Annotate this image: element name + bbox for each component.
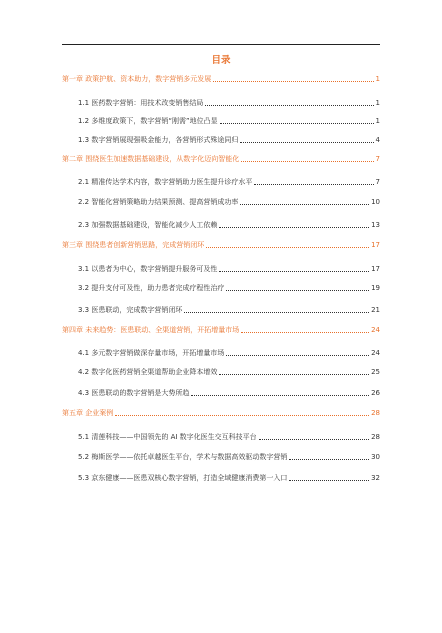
toc-section-entry[interactable]	[62, 173, 380, 187]
toc-page-number: 19	[371, 284, 380, 292]
toc-page-number: 1	[375, 117, 380, 125]
toc-entry-title: 4.2 数字化医药营销全渠道帮助企业降本增效	[78, 368, 218, 376]
dot-leader	[220, 123, 374, 124]
toc-section-entry[interactable]	[62, 428, 380, 442]
toc-entry-title: 5.2 梅斯医学——依托卓越医生平台，学术与数据高效驱动数字营销	[78, 453, 288, 461]
toc-chapter-entry[interactable]	[62, 70, 380, 84]
toc-page-number: 24	[371, 349, 380, 357]
toc-chapter-entry[interactable]	[62, 150, 380, 164]
dot-leader	[219, 374, 369, 375]
toc-entry-title: 1.3 数字营销展现强吸金能力，各营销形式殊途同归	[78, 136, 239, 144]
toc-entry-title: 2.1 精准传达学术内容，数字营销助力医生提升诊疗水平	[78, 178, 253, 186]
toc-section-entry[interactable]	[62, 384, 380, 398]
toc-page-number: 24	[371, 326, 380, 334]
toc-page-number: 7	[375, 178, 380, 186]
dot-leader	[226, 290, 369, 291]
toc-section-entry[interactable]	[62, 216, 380, 230]
toc-section-entry[interactable]	[62, 279, 380, 293]
dot-leader	[289, 459, 369, 460]
dot-leader	[254, 184, 373, 185]
toc-entry-title: 4.1 多元数字营销做深存量市场，开拓增量市场	[78, 349, 225, 357]
dot-leader	[259, 439, 369, 440]
toc-page-number: 30	[371, 453, 380, 461]
toc-page-number: 28	[371, 433, 380, 441]
dot-leader	[191, 395, 369, 396]
dot-leader	[226, 355, 369, 356]
toc-entry-title: 3.1 以患者为中心，数字营销提升服务可及性	[78, 265, 218, 273]
toc-section-entry[interactable]	[62, 131, 380, 145]
top-rule	[62, 44, 380, 45]
toc-entry-title: 2.2 智能化营销策略助力结果预测、提高营销成功率	[78, 198, 239, 206]
dot-leader	[206, 247, 369, 248]
dot-leader	[289, 480, 369, 481]
toc-entry-title: 1.2 多维度政策下，数字营销“刚需”地位凸显	[78, 117, 218, 125]
toc-entry-title: 5.1 清莲科技——中国领先的 AI 数字化医生交互科技平台	[78, 433, 257, 441]
dot-leader	[240, 142, 373, 143]
toc-page-number: 17	[371, 265, 380, 273]
toc-section-entry[interactable]	[62, 260, 380, 274]
toc-chapter-entry[interactable]	[62, 236, 380, 250]
toc-entry-title: 第二章 围绕医生加速数据基础建设，从数字化迈向智能化	[62, 155, 240, 163]
toc-section-entry[interactable]	[62, 469, 380, 483]
dot-leader	[213, 81, 373, 82]
toc-section-entry[interactable]	[62, 301, 380, 315]
toc-title: 目录	[211, 55, 231, 66]
toc-section-entry[interactable]	[62, 448, 380, 462]
toc-page-number: 1	[375, 75, 380, 83]
toc-entry-title: 第三章 围绕患者创新营销思路，完成营销闭环	[62, 241, 205, 249]
toc-entry-title: 3.3 医患联动，完成数字营销闭环	[78, 306, 183, 314]
dot-leader	[241, 332, 369, 333]
toc-entry-title: 3.2 提升支付可及性，助力患者完成疗程性治疗	[78, 284, 225, 292]
toc-entry-title: 4.3 医患联动的数字营销是大势所趋	[78, 389, 190, 397]
toc-page-number: 17	[371, 241, 380, 249]
toc-entry-title: 第一章 政策护航、资本助力，数字营销多元发展	[62, 75, 212, 83]
toc-section-entry[interactable]	[62, 112, 380, 126]
toc-page-number: 7	[375, 155, 380, 163]
toc-entry-title: 5.3 京东健康——医患双核心数字营销，打造全域健康消费第一入口	[78, 474, 288, 482]
toc-entry-title: 1.1 医药数字营销：用技术改变销售结局	[78, 99, 204, 107]
dot-leader	[241, 161, 373, 162]
dot-leader	[240, 204, 369, 205]
toc-page-number: 21	[371, 306, 380, 314]
toc-section-entry[interactable]	[62, 94, 380, 108]
toc-entry-title: 2.3 加强数据基础建设，智能化减少人工依赖	[78, 221, 218, 229]
toc-page-number: 4	[375, 136, 380, 144]
dot-leader	[219, 271, 369, 272]
dot-leader	[115, 415, 369, 416]
toc-entry-title: 第四章 未来趋势：医患联动、全渠道营销，开拓增量市场	[62, 326, 240, 334]
toc-entry-title: 第五章 企业案例	[62, 409, 114, 417]
toc-page-number: 25	[371, 368, 380, 376]
toc-page-number: 28	[371, 409, 380, 417]
toc-section-entry[interactable]	[62, 363, 380, 377]
toc-chapter-entry[interactable]	[62, 321, 380, 335]
toc-page-number: 26	[371, 389, 380, 397]
toc-chapter-entry[interactable]	[62, 404, 380, 418]
dot-leader	[184, 312, 369, 313]
dot-leader	[205, 105, 373, 106]
toc-page-number: 10	[371, 198, 380, 206]
toc-section-entry[interactable]	[62, 344, 380, 358]
toc-page-number: 32	[371, 474, 380, 482]
toc-section-entry[interactable]	[62, 193, 380, 207]
dot-leader	[219, 227, 369, 228]
toc-page-number: 1	[375, 99, 380, 107]
toc-page-number: 13	[371, 221, 380, 229]
